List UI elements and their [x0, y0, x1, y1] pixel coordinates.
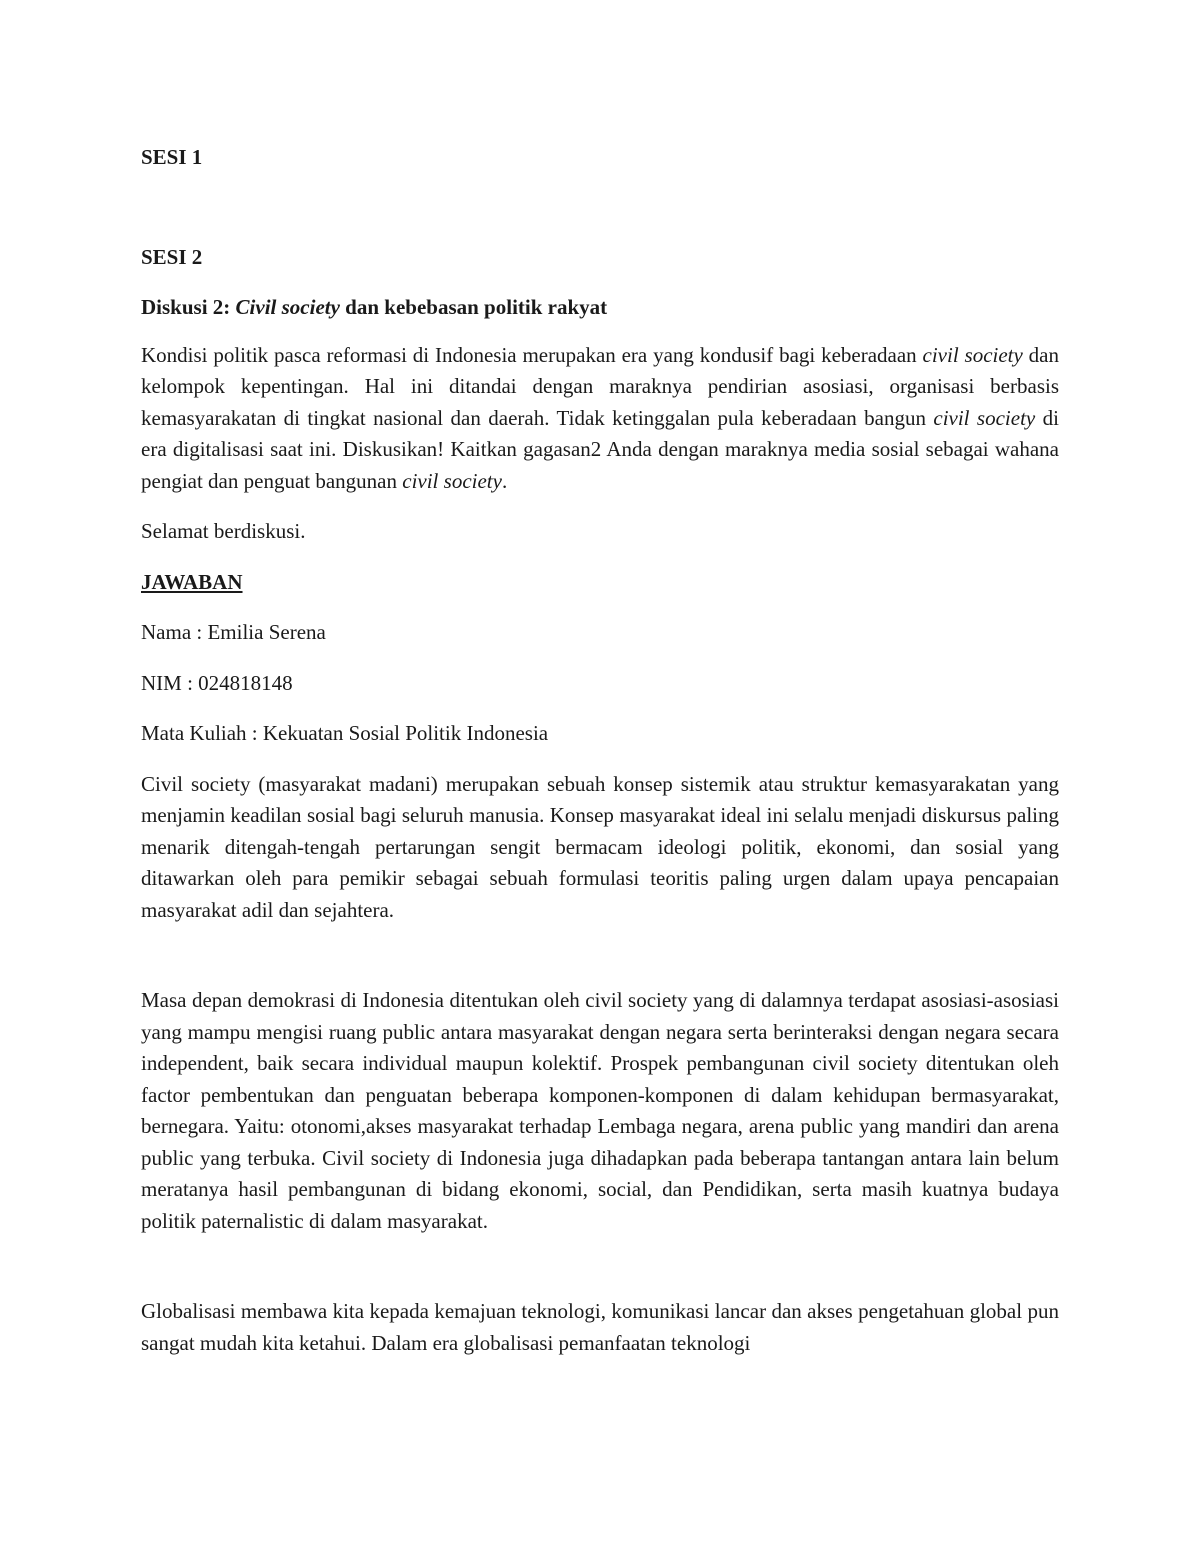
heading-sesi-2: SESI 2: [141, 244, 203, 269]
student-name: Nama : Emilia Serena: [141, 620, 326, 644]
discussion-title-italic: Civil society: [235, 295, 340, 319]
discussion-title-prefix: Diskusi 2:: [141, 295, 236, 319]
question-text-3: di era digitalisasi saat ini. Diskusikan! Kaitkan gagasan2 Anda dengan maraknya media sosial sebagai wahana pengiat dan penguat bangunan: [141, 405, 1059, 493]
question-text-2: dan kelompok kepentingan. Hal ini ditandai dengan maraknya pendirian asosiasi, organisasi berbasis kemasyarakatan di tingkat nasional dan daerah. Tidak ketinggalan pula keberadaan bangun: [141, 342, 1059, 430]
question-italic-3: civil society: [402, 468, 502, 493]
discussion-title: [141, 292, 1059, 324]
student-nim: NIM : 024818148: [141, 670, 293, 695]
course-name: Mata Kuliah : Kekuatan Sosial Politik Indonesia: [141, 721, 549, 745]
question-text-1: Kondisi politik pasca reformasi di Indonesia merupakan era yang kondusif bagi keberadaan: [141, 342, 923, 367]
question-italic-2: civil society: [933, 405, 1036, 430]
answer-heading: JAWABAN: [141, 569, 243, 594]
heading-sesi-1: SESI 1: [141, 145, 203, 169]
discussion-title-suffix: dan kebebasan politik rakyat: [339, 295, 608, 319]
answer-paragraph-1: Civil society (masyarakat madani) merupakan sebuah konsep sistemik atau struktur kemasyarakatan yang menjamin keadilan sosial bagi seluruh manusia. Konsep masyarakat ideal ini selalu menjadi diskursus paling menarik ditengah-tengah pertarungan sengit bermacam ideologi politik, ekonomi, dan sosial yang ditawarkan oleh para pemikir sebagai sebuah formulasi teoritis paling urgen dalam upaya pencapaian masyarakat adil dan sejahtera.: [141, 771, 1059, 922]
question-text-4: .: [501, 468, 508, 493]
discussion-question: [141, 340, 1059, 498]
document-page: [141, 140, 1059, 1359]
answer-paragraph-3: Globalisasi membawa kita kepada kemajuan teknologi, komunikasi lancar dan akses pengetahuan global pun sangat mudah kita ketahui. Dalam era globalisasi pemanfaatan teknologi: [141, 1299, 1059, 1355]
answer-paragraph-2: Masa depan demokrasi di Indonesia ditentukan oleh civil society yang di dalamnya terdapat asosiasi-asosiasi yang mampu mengisi ruang public antara masyarakat dengan negara serta berinteraksi dengan negara secara independent, baik secara individual maupun kolektif. Prospek pembangunan civil society ditentukan oleh factor pembentukan dan penguatan beberapa komponen-komponen di dalam kehidupan bermasyarakat, bernegara. Yaitu: otonomi,akses masyarakat terhadap Lembaga negara, arena public yang mandiri dan arena public yang terbuka. Civil society di Indonesia juga dihadapkan pada beberapa tantangan antara lain belum meratanya hasil pembangunan di bidang ekonomi, social, dan Pendidikan, serta masih kuatnya budaya politik paternalistic di dalam masyarakat.: [141, 988, 1059, 1233]
closing-text: Selamat berdiskusi.: [141, 519, 306, 543]
question-italic-1: civil society: [922, 342, 1023, 367]
